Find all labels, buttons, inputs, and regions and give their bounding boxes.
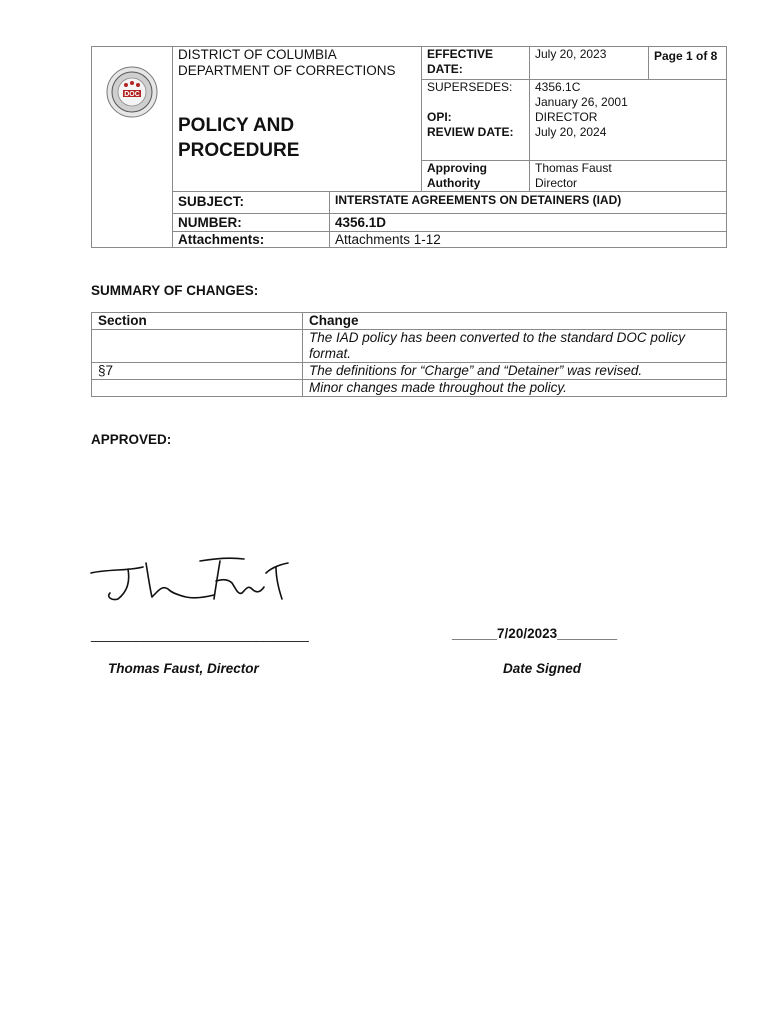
department-seal bbox=[106, 66, 158, 118]
review-date-label: REVIEW DATE: bbox=[427, 125, 514, 139]
number-label: NUMBER: bbox=[178, 215, 242, 230]
approved-heading: APPROVED: bbox=[91, 432, 172, 447]
signer-name: Thomas Faust, Director bbox=[108, 661, 259, 676]
subject-value: INTERSTATE AGREEMENTS ON DETAINERS (IAD) bbox=[335, 193, 622, 207]
supersedes-value-2: January 26, 2001 bbox=[535, 95, 628, 109]
approving-authority-title: Director bbox=[535, 176, 578, 190]
supersedes-label: SUPERSEDES: bbox=[427, 80, 513, 94]
approving-authority-label-1: Approving bbox=[427, 161, 487, 175]
approving-authority-label-2: Authority bbox=[427, 176, 481, 190]
subject-label: SUBJECT: bbox=[178, 194, 245, 209]
policy-title-line2: PROCEDURE bbox=[178, 140, 300, 161]
summary-heading: SUMMARY OF CHANGES: bbox=[91, 283, 259, 298]
date-signed-caption: Date Signed bbox=[503, 661, 582, 676]
attachments-value: Attachments 1-12 bbox=[335, 232, 441, 247]
table-row bbox=[92, 363, 727, 380]
number-value: 4356.1D bbox=[335, 215, 387, 230]
opi-label: OPI: bbox=[427, 110, 452, 124]
section-cell bbox=[92, 380, 303, 397]
policy-title-line1: POLICY AND bbox=[178, 115, 295, 136]
effective-date-value: July 20, 2023 bbox=[535, 47, 607, 61]
signature-line: _____________________________ bbox=[91, 627, 309, 642]
table-row bbox=[92, 330, 727, 363]
table-row bbox=[92, 380, 727, 397]
changes-table bbox=[91, 312, 727, 397]
section-column-header: Section bbox=[92, 313, 303, 330]
change-cell: Minor changes made throughout the policy. bbox=[303, 380, 727, 397]
date-signed-line: ______7/20/2023________ bbox=[452, 626, 618, 641]
effective-date-label-2: DATE: bbox=[427, 62, 463, 76]
handwritten-signature bbox=[88, 555, 303, 610]
opi-value: DIRECTOR bbox=[535, 110, 598, 124]
review-date-value: July 20, 2024 bbox=[535, 125, 607, 139]
section-cell bbox=[92, 330, 303, 363]
supersedes-value-1: 4356.1C bbox=[535, 80, 581, 94]
section-cell: §7 bbox=[92, 363, 303, 380]
attachments-label: Attachments: bbox=[178, 232, 265, 247]
change-column-header: Change bbox=[303, 313, 727, 330]
change-cell: The IAD policy has been converted to the standard DOC policy format. bbox=[303, 330, 727, 363]
effective-date-label-1: EFFECTIVE bbox=[427, 47, 494, 61]
org-name-line1: DISTRICT OF COLUMBIA bbox=[178, 47, 337, 62]
page-indicator: Page 1 of 8 bbox=[654, 49, 718, 63]
table-header-row bbox=[92, 313, 727, 330]
approving-authority-name: Thomas Faust bbox=[535, 161, 612, 175]
seal-text: DOC bbox=[124, 91, 140, 98]
org-name-line2: DEPARTMENT OF CORRECTIONS bbox=[178, 63, 396, 78]
change-cell: The definitions for “Charge” and “Detainer” was revised. bbox=[303, 363, 727, 380]
